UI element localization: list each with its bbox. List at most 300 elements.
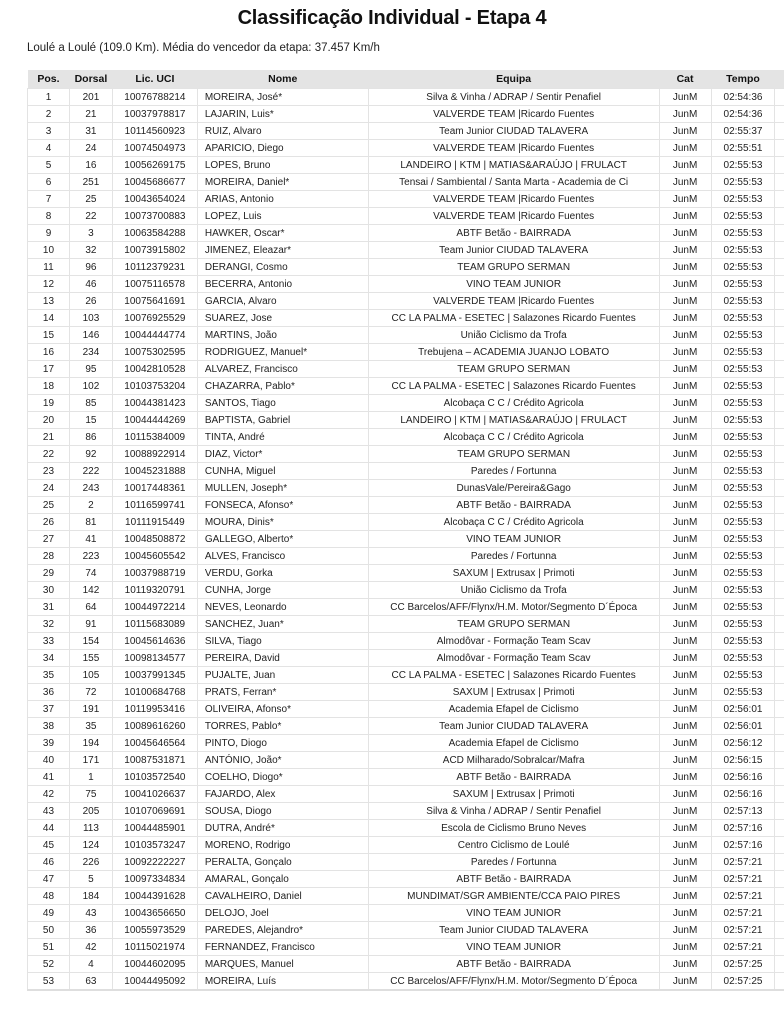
cell-tempo: 02:57:16 bbox=[711, 820, 775, 837]
cell-pos: 50 bbox=[28, 922, 70, 939]
cell-tempo: 02:55:53 bbox=[711, 514, 775, 531]
cell-pos: 27 bbox=[28, 531, 70, 548]
cell-equipa: ABTF Betão - BAIRRADA bbox=[368, 871, 659, 888]
cell-cat: JunM bbox=[659, 531, 711, 548]
cell-lic-uci: 10044444269 bbox=[112, 412, 197, 429]
cell-extra bbox=[775, 820, 784, 837]
cell-cat: JunM bbox=[659, 769, 711, 786]
cell-dorsal: 21 bbox=[69, 106, 112, 123]
cell-lic-uci: 10044381423 bbox=[112, 395, 197, 412]
cell-dorsal: 25 bbox=[69, 191, 112, 208]
cell-equipa: VALVERDE TEAM |Ricardo Fuentes bbox=[368, 191, 659, 208]
cell-equipa: Tensai / Sambiental / Santa Marta - Academia de Ci bbox=[368, 174, 659, 191]
cell-pos: 21 bbox=[28, 429, 70, 446]
cell-tempo: 02:56:16 bbox=[711, 769, 775, 786]
cell-tempo: 02:57:25 bbox=[711, 973, 775, 991]
cell-tempo: 02:55:53 bbox=[711, 531, 775, 548]
table-row bbox=[28, 735, 784, 752]
cell-extra bbox=[775, 412, 784, 429]
cell-lic-uci: 10045231888 bbox=[112, 463, 197, 480]
table-row bbox=[28, 973, 784, 991]
table-row bbox=[28, 956, 784, 973]
cell-pos: 29 bbox=[28, 565, 70, 582]
table-row bbox=[28, 599, 784, 616]
cell-dorsal: 155 bbox=[69, 650, 112, 667]
cell-tempo: 02:56:15 bbox=[711, 752, 775, 769]
cell-pos: 16 bbox=[28, 344, 70, 361]
cell-nome: LOPEZ, Luis bbox=[197, 208, 368, 225]
column-header-equipa: Equipa bbox=[368, 70, 659, 89]
cell-pos: 7 bbox=[28, 191, 70, 208]
cell-equipa: ACD Milharado/Sobralcar/Mafra bbox=[368, 752, 659, 769]
cell-cat: JunM bbox=[659, 89, 711, 106]
cell-tempo: 02:55:53 bbox=[711, 650, 775, 667]
cell-equipa: Academia Efapel de Ciclismo bbox=[368, 701, 659, 718]
cell-extra bbox=[775, 480, 784, 497]
cell-pos: 18 bbox=[28, 378, 70, 395]
cell-pos: 17 bbox=[28, 361, 70, 378]
cell-extra bbox=[775, 701, 784, 718]
cell-equipa: Alcobaça C C / Crédito Agricola bbox=[368, 514, 659, 531]
cell-dorsal: 91 bbox=[69, 616, 112, 633]
cell-extra bbox=[775, 429, 784, 446]
cell-pos: 45 bbox=[28, 837, 70, 854]
cell-lic-uci: 10115021974 bbox=[112, 939, 197, 956]
cell-pos: 28 bbox=[28, 548, 70, 565]
cell-nome: PRATS, Ferran* bbox=[197, 684, 368, 701]
table-row bbox=[28, 395, 784, 412]
cell-equipa: DunasVale/Pereira&Gago bbox=[368, 480, 659, 497]
cell-dorsal: 85 bbox=[69, 395, 112, 412]
cell-pos: 6 bbox=[28, 174, 70, 191]
cell-equipa: VINO TEAM JUNIOR bbox=[368, 939, 659, 956]
cell-nome: AMARAL, Gonçalo bbox=[197, 871, 368, 888]
cell-pos: 11 bbox=[28, 259, 70, 276]
cell-cat: JunM bbox=[659, 327, 711, 344]
cell-equipa: TEAM GRUPO SERMAN bbox=[368, 616, 659, 633]
cell-dorsal: 4 bbox=[69, 956, 112, 973]
cell-extra bbox=[775, 446, 784, 463]
cell-pos: 49 bbox=[28, 905, 70, 922]
cell-nome: CHAZARRA, Pablo* bbox=[197, 378, 368, 395]
cell-pos: 39 bbox=[28, 735, 70, 752]
cell-equipa: Academia Efapel de Ciclismo bbox=[368, 735, 659, 752]
table-row bbox=[28, 378, 784, 395]
cell-lic-uci: 10097334834 bbox=[112, 871, 197, 888]
cell-extra bbox=[775, 735, 784, 752]
cell-extra bbox=[775, 531, 784, 548]
cell-pos: 33 bbox=[28, 633, 70, 650]
cell-extra bbox=[775, 378, 784, 395]
cell-cat: JunM bbox=[659, 361, 711, 378]
cell-lic-uci: 10043656650 bbox=[112, 905, 197, 922]
cell-extra bbox=[775, 939, 784, 956]
cell-dorsal: 222 bbox=[69, 463, 112, 480]
cell-lic-uci: 10044972214 bbox=[112, 599, 197, 616]
cell-equipa: Alcobaça C C / Crédito Agricola bbox=[368, 395, 659, 412]
table-row bbox=[28, 123, 784, 140]
cell-equipa: TEAM GRUPO SERMAN bbox=[368, 259, 659, 276]
cell-cat: JunM bbox=[659, 735, 711, 752]
cell-pos: 32 bbox=[28, 616, 70, 633]
cell-extra bbox=[775, 191, 784, 208]
cell-equipa: SAXUM | Extrusax | Primoti bbox=[368, 684, 659, 701]
cell-nome: OLIVEIRA, Afonso* bbox=[197, 701, 368, 718]
cell-pos: 9 bbox=[28, 225, 70, 242]
cell-extra bbox=[775, 327, 784, 344]
cell-cat: JunM bbox=[659, 174, 711, 191]
cell-nome: RODRIGUEZ, Manuel* bbox=[197, 344, 368, 361]
cell-extra bbox=[775, 684, 784, 701]
cell-dorsal: 205 bbox=[69, 803, 112, 820]
cell-nome: TINTA, André bbox=[197, 429, 368, 446]
cell-equipa: VINO TEAM JUNIOR bbox=[368, 905, 659, 922]
cell-equipa: Paredes / Fortunna bbox=[368, 463, 659, 480]
cell-lic-uci: 10075641691 bbox=[112, 293, 197, 310]
cell-lic-uci: 10076925529 bbox=[112, 310, 197, 327]
cell-pos: 14 bbox=[28, 310, 70, 327]
table-row bbox=[28, 548, 784, 565]
cell-pos: 24 bbox=[28, 480, 70, 497]
table-row bbox=[28, 106, 784, 123]
cell-cat: JunM bbox=[659, 293, 711, 310]
cell-lic-uci: 10056269175 bbox=[112, 157, 197, 174]
cell-extra bbox=[775, 582, 784, 599]
cell-cat: JunM bbox=[659, 871, 711, 888]
cell-extra bbox=[775, 786, 784, 803]
table-row bbox=[28, 786, 784, 803]
cell-lic-uci: 10073915802 bbox=[112, 242, 197, 259]
cell-tempo: 02:56:01 bbox=[711, 718, 775, 735]
cell-nome: SILVA, Tiago bbox=[197, 633, 368, 650]
cell-tempo: 02:57:21 bbox=[711, 854, 775, 871]
cell-tempo: 02:55:53 bbox=[711, 497, 775, 514]
cell-nome: MARQUES, Manuel bbox=[197, 956, 368, 973]
cell-nome: LAJARIN, Luis* bbox=[197, 106, 368, 123]
cell-tempo: 02:55:53 bbox=[711, 599, 775, 616]
cell-nome: APARICIO, Diego bbox=[197, 140, 368, 157]
cell-pos: 41 bbox=[28, 769, 70, 786]
cell-cat: JunM bbox=[659, 412, 711, 429]
cell-extra bbox=[775, 905, 784, 922]
cell-tempo: 02:55:53 bbox=[711, 412, 775, 429]
cell-dorsal: 124 bbox=[69, 837, 112, 854]
cell-extra bbox=[775, 769, 784, 786]
table-row bbox=[28, 361, 784, 378]
cell-pos: 25 bbox=[28, 497, 70, 514]
cell-cat: JunM bbox=[659, 803, 711, 820]
cell-tempo: 02:55:53 bbox=[711, 582, 775, 599]
cell-extra bbox=[775, 803, 784, 820]
cell-pos: 30 bbox=[28, 582, 70, 599]
column-header-nome: Nome bbox=[197, 70, 368, 89]
cell-nome: CUNHA, Jorge bbox=[197, 582, 368, 599]
cell-lic-uci: 10045614636 bbox=[112, 633, 197, 650]
cell-tempo: 02:55:53 bbox=[711, 616, 775, 633]
table-row bbox=[28, 905, 784, 922]
cell-tempo: 02:57:21 bbox=[711, 888, 775, 905]
cell-cat: JunM bbox=[659, 684, 711, 701]
cell-equipa: CC LA PALMA - ESETEC | Salazones Ricardo Fuentes bbox=[368, 378, 659, 395]
cell-equipa: Almodôvar - Formação Team Scav bbox=[368, 650, 659, 667]
cell-cat: JunM bbox=[659, 242, 711, 259]
cell-dorsal: 191 bbox=[69, 701, 112, 718]
cell-cat: JunM bbox=[659, 446, 711, 463]
cell-tempo: 02:55:53 bbox=[711, 344, 775, 361]
cell-pos: 34 bbox=[28, 650, 70, 667]
cell-dorsal: 154 bbox=[69, 633, 112, 650]
cell-extra bbox=[775, 888, 784, 905]
table-row bbox=[28, 242, 784, 259]
cell-tempo: 02:55:53 bbox=[711, 480, 775, 497]
cell-extra bbox=[775, 361, 784, 378]
cell-equipa: VALVERDE TEAM |Ricardo Fuentes bbox=[368, 208, 659, 225]
cell-tempo: 02:56:01 bbox=[711, 701, 775, 718]
cell-tempo: 02:55:53 bbox=[711, 429, 775, 446]
cell-nome: FAJARDO, Alex bbox=[197, 786, 368, 803]
cell-equipa: Paredes / Fortunna bbox=[368, 548, 659, 565]
cell-extra bbox=[775, 548, 784, 565]
table-row bbox=[28, 157, 784, 174]
column-header-lic-uci: Lic. UCI bbox=[112, 70, 197, 89]
cell-equipa: Paredes / Fortunna bbox=[368, 854, 659, 871]
cell-tempo: 02:57:21 bbox=[711, 871, 775, 888]
cell-dorsal: 194 bbox=[69, 735, 112, 752]
cell-nome: DUTRA, André* bbox=[197, 820, 368, 837]
cell-dorsal: 86 bbox=[69, 429, 112, 446]
cell-cat: JunM bbox=[659, 225, 711, 242]
cell-extra bbox=[775, 497, 784, 514]
cell-equipa: ABTF Betão - BAIRRADA bbox=[368, 225, 659, 242]
cell-pos: 2 bbox=[28, 106, 70, 123]
cell-dorsal: 146 bbox=[69, 327, 112, 344]
page-title: Classificação Individual - Etapa 4 bbox=[237, 7, 547, 29]
cell-extra bbox=[775, 276, 784, 293]
cell-dorsal: 72 bbox=[69, 684, 112, 701]
cell-nome: SANTOS, Tiago bbox=[197, 395, 368, 412]
cell-tempo: 02:55:53 bbox=[711, 378, 775, 395]
cell-nome: LOPES, Bruno bbox=[197, 157, 368, 174]
table-row bbox=[28, 225, 784, 242]
cell-cat: JunM bbox=[659, 820, 711, 837]
cell-lic-uci: 10044495092 bbox=[112, 973, 197, 991]
cell-equipa: VINO TEAM JUNIOR bbox=[368, 531, 659, 548]
cell-dorsal: 63 bbox=[69, 973, 112, 991]
cell-pos: 20 bbox=[28, 412, 70, 429]
cell-dorsal: 223 bbox=[69, 548, 112, 565]
cell-dorsal: 171 bbox=[69, 752, 112, 769]
cell-extra bbox=[775, 89, 784, 106]
cell-tempo: 02:56:12 bbox=[711, 735, 775, 752]
cell-equipa: VALVERDE TEAM |Ricardo Fuentes bbox=[368, 140, 659, 157]
cell-equipa: Team Junior CIUDAD TALAVERA bbox=[368, 123, 659, 140]
cell-nome: GALLEGO, Alberto* bbox=[197, 531, 368, 548]
table-row bbox=[28, 769, 784, 786]
cell-cat: JunM bbox=[659, 786, 711, 803]
cell-lic-uci: 10107069691 bbox=[112, 803, 197, 820]
cell-tempo: 02:55:53 bbox=[711, 225, 775, 242]
cell-pos: 31 bbox=[28, 599, 70, 616]
cell-equipa: TEAM GRUPO SERMAN bbox=[368, 446, 659, 463]
cell-cat: JunM bbox=[659, 837, 711, 854]
cell-lic-uci: 10045605542 bbox=[112, 548, 197, 565]
table-row bbox=[28, 310, 784, 327]
cell-dorsal: 36 bbox=[69, 922, 112, 939]
cell-tempo: 02:55:53 bbox=[711, 446, 775, 463]
cell-tempo: 02:55:53 bbox=[711, 310, 775, 327]
cell-cat: JunM bbox=[659, 939, 711, 956]
cell-lic-uci: 10115683089 bbox=[112, 616, 197, 633]
table-row bbox=[28, 327, 784, 344]
cell-extra bbox=[775, 157, 784, 174]
cell-cat: JunM bbox=[659, 599, 711, 616]
cell-cat: JunM bbox=[659, 718, 711, 735]
cell-pos: 13 bbox=[28, 293, 70, 310]
cell-tempo: 02:55:53 bbox=[711, 191, 775, 208]
cell-extra bbox=[775, 140, 784, 157]
cell-tempo: 02:55:53 bbox=[711, 463, 775, 480]
cell-cat: JunM bbox=[659, 701, 711, 718]
cell-nome: PERALTA, Gonçalo bbox=[197, 854, 368, 871]
cell-pos: 26 bbox=[28, 514, 70, 531]
cell-dorsal: 2 bbox=[69, 497, 112, 514]
cell-extra bbox=[775, 259, 784, 276]
cell-equipa: Trebujena – ACADEMIA JUANJO LOBATO bbox=[368, 344, 659, 361]
cell-lic-uci: 10074504973 bbox=[112, 140, 197, 157]
cell-extra bbox=[775, 633, 784, 650]
table-row bbox=[28, 701, 784, 718]
cell-cat: JunM bbox=[659, 565, 711, 582]
cell-lic-uci: 10042810528 bbox=[112, 361, 197, 378]
results-table bbox=[27, 70, 784, 991]
cell-pos: 38 bbox=[28, 718, 70, 735]
cell-lic-uci: 10044391628 bbox=[112, 888, 197, 905]
column-header-pos: Pos. bbox=[28, 70, 70, 89]
cell-pos: 37 bbox=[28, 701, 70, 718]
cell-nome: GARCIA, Alvaro bbox=[197, 293, 368, 310]
cell-pos: 22 bbox=[28, 446, 70, 463]
table-row bbox=[28, 565, 784, 582]
cell-dorsal: 16 bbox=[69, 157, 112, 174]
cell-tempo: 02:55:53 bbox=[711, 242, 775, 259]
cell-lic-uci: 10045686677 bbox=[112, 174, 197, 191]
cell-extra bbox=[775, 616, 784, 633]
cell-nome: NEVES, Leonardo bbox=[197, 599, 368, 616]
cell-lic-uci: 10073700883 bbox=[112, 208, 197, 225]
cell-nome: HAWKER, Oscar* bbox=[197, 225, 368, 242]
cell-nome: MOREIRA, Daniel* bbox=[197, 174, 368, 191]
cell-pos: 44 bbox=[28, 820, 70, 837]
cell-lic-uci: 10119953416 bbox=[112, 701, 197, 718]
cell-dorsal: 42 bbox=[69, 939, 112, 956]
cell-equipa: VALVERDE TEAM |Ricardo Fuentes bbox=[368, 106, 659, 123]
cell-tempo: 02:55:53 bbox=[711, 565, 775, 582]
table-row bbox=[28, 174, 784, 191]
table-row bbox=[28, 140, 784, 157]
cell-tempo: 02:57:21 bbox=[711, 905, 775, 922]
table-row bbox=[28, 667, 784, 684]
column-header-tempo: Tempo bbox=[711, 70, 775, 89]
cell-extra bbox=[775, 973, 784, 991]
cell-lic-uci: 10043654024 bbox=[112, 191, 197, 208]
cell-lic-uci: 10037991345 bbox=[112, 667, 197, 684]
cell-equipa: Silva & Vinha / ADRAP / Sentir Penafiel bbox=[368, 89, 659, 106]
cell-equipa: União Ciclismo da Trofa bbox=[368, 582, 659, 599]
cell-tempo: 02:54:36 bbox=[711, 106, 775, 123]
cell-cat: JunM bbox=[659, 922, 711, 939]
cell-lic-uci: 10063584288 bbox=[112, 225, 197, 242]
cell-lic-uci: 10103572540 bbox=[112, 769, 197, 786]
cell-cat: JunM bbox=[659, 310, 711, 327]
cell-cat: JunM bbox=[659, 429, 711, 446]
cell-lic-uci: 10037988719 bbox=[112, 565, 197, 582]
cell-nome: BECERRA, Antonio bbox=[197, 276, 368, 293]
cell-nome: DELOJO, Joel bbox=[197, 905, 368, 922]
cell-cat: JunM bbox=[659, 973, 711, 991]
cell-nome: SOUSA, Diogo bbox=[197, 803, 368, 820]
cell-pos: 15 bbox=[28, 327, 70, 344]
cell-pos: 1 bbox=[28, 89, 70, 106]
cell-nome: TORRES, Pablo* bbox=[197, 718, 368, 735]
cell-dorsal: 243 bbox=[69, 480, 112, 497]
cell-nome: FONSECA, Afonso* bbox=[197, 497, 368, 514]
cell-lic-uci: 10037978817 bbox=[112, 106, 197, 123]
cell-lic-uci: 10044444774 bbox=[112, 327, 197, 344]
cell-dorsal: 32 bbox=[69, 242, 112, 259]
cell-lic-uci: 10076788214 bbox=[112, 89, 197, 106]
cell-dorsal: 226 bbox=[69, 854, 112, 871]
cell-nome: PEREIRA, David bbox=[197, 650, 368, 667]
cell-tempo: 02:55:53 bbox=[711, 259, 775, 276]
cell-tempo: 02:55:51 bbox=[711, 140, 775, 157]
cell-dorsal: 102 bbox=[69, 378, 112, 395]
cell-cat: JunM bbox=[659, 650, 711, 667]
table-row bbox=[28, 514, 784, 531]
cell-extra bbox=[775, 752, 784, 769]
cell-extra bbox=[775, 514, 784, 531]
table-row bbox=[28, 752, 784, 769]
table-row bbox=[28, 429, 784, 446]
cell-dorsal: 234 bbox=[69, 344, 112, 361]
cell-cat: JunM bbox=[659, 259, 711, 276]
cell-dorsal: 105 bbox=[69, 667, 112, 684]
cell-pos: 46 bbox=[28, 854, 70, 871]
cell-dorsal: 201 bbox=[69, 89, 112, 106]
cell-pos: 19 bbox=[28, 395, 70, 412]
cell-extra bbox=[775, 310, 784, 327]
cell-tempo: 02:57:16 bbox=[711, 837, 775, 854]
table-row bbox=[28, 480, 784, 497]
cell-lic-uci: 10116599741 bbox=[112, 497, 197, 514]
cell-dorsal: 74 bbox=[69, 565, 112, 582]
cell-cat: JunM bbox=[659, 854, 711, 871]
cell-dorsal: 103 bbox=[69, 310, 112, 327]
cell-lic-uci: 10115384009 bbox=[112, 429, 197, 446]
cell-tempo: 02:55:53 bbox=[711, 276, 775, 293]
table-row bbox=[28, 650, 784, 667]
cell-tempo: 02:55:53 bbox=[711, 395, 775, 412]
cell-pos: 35 bbox=[28, 667, 70, 684]
cell-tempo: 02:55:53 bbox=[711, 548, 775, 565]
cell-cat: JunM bbox=[659, 157, 711, 174]
cell-cat: JunM bbox=[659, 480, 711, 497]
cell-tempo: 02:55:53 bbox=[711, 157, 775, 174]
column-header-cat: Cat bbox=[659, 70, 711, 89]
cell-dorsal: 95 bbox=[69, 361, 112, 378]
cell-tempo: 02:55:37 bbox=[711, 123, 775, 140]
cell-extra bbox=[775, 718, 784, 735]
cell-dorsal: 64 bbox=[69, 599, 112, 616]
